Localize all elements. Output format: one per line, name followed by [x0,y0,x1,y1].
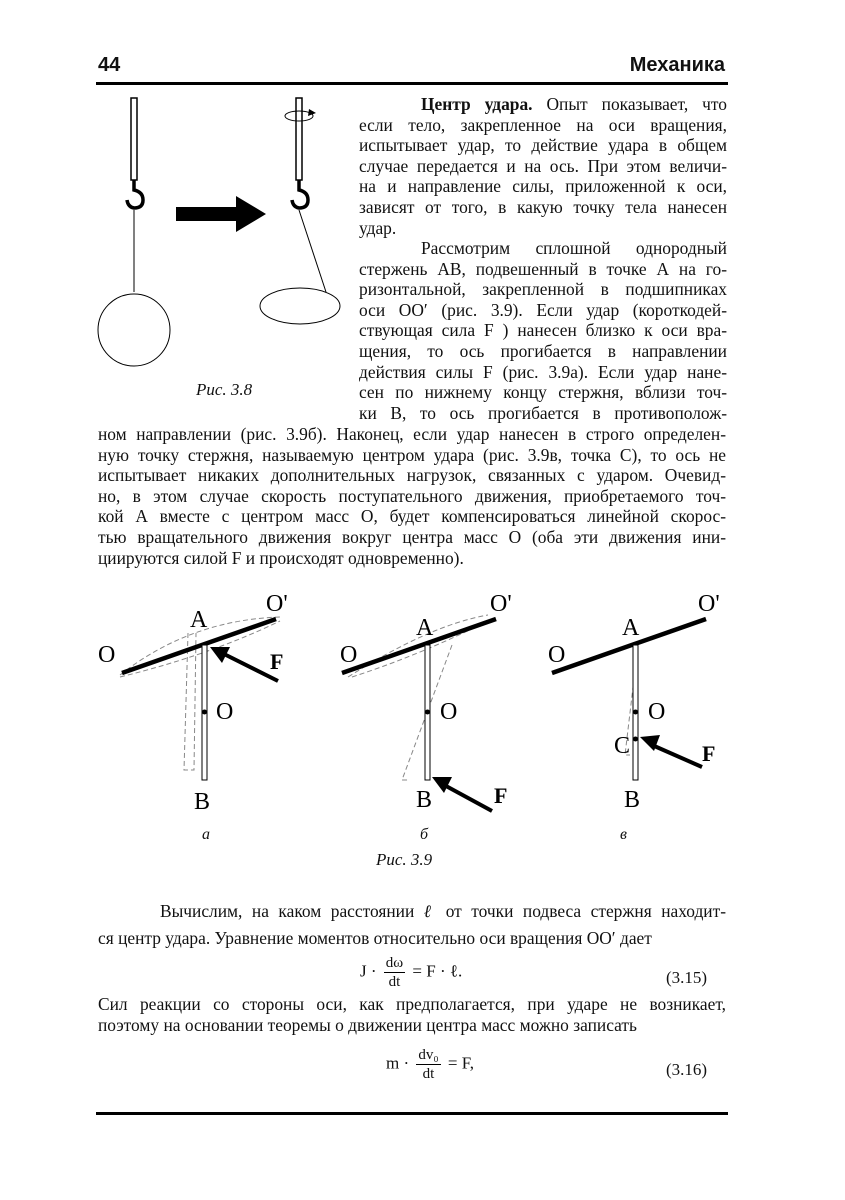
label-O-prime: O' [490,591,512,617]
rotation-arrowhead-icon [308,109,316,116]
label-F: F [702,741,716,766]
figure-3-9 [90,585,740,845]
fraction: $\frac{\text{dv₀}}{dt}$ [418,1047,439,1082]
page-number: 44 [98,54,121,76]
para3-line-1: Вычислим, на каком расстоянии ℓ от точки подвеса стержня находит- [160,901,727,921]
fraction: $\frac{d\omega}{dt}$ [385,955,404,990]
label-A: A [416,615,434,641]
label-B: B [624,787,641,813]
label-O-prime: O' [266,591,288,617]
force-arrowhead-icon [432,777,452,793]
label-F: F [270,649,284,674]
rod-left [131,98,137,180]
equation-3-16: m · $\frac{\text{dv₀}}{dt}$ = F, [386,1047,475,1082]
para2-line: ствующая сила F ) нанесен близко к оси вра- [359,320,727,341]
paragraph-3 [98,898,726,952]
para4-line: поэтому на основании теоремы о движении центра масс можно записать [98,1014,637,1035]
para2-line: оси OO′ (рис. 3.9). Если удар (короткодей- [359,299,727,320]
ball-right [260,288,340,324]
panel-letter-v: в [620,826,627,843]
intro-paragraph [359,94,727,238]
paragraph-4 [98,994,726,1035]
figure-3-9-panel-b [340,591,512,813]
para2-line: ном направлении (рис. 3.9б). Наконец, если удар нанесен в строго определен- [98,424,726,444]
intro-line: зависят от того, в какую точку тела нанесен [359,196,727,217]
label-O-left: O [548,642,566,668]
intro-line-1: Центр удара. Опыт показывает, что [421,94,727,114]
para2-line: испытывает никаких дополнительных нагрузок, связанных с ударом. Очевид- [98,465,726,486]
hook-right [292,180,308,208]
label-A: A [622,615,640,641]
para2-line: кой А вместе с центром масс О, будет компенсироваться линейной скорос- [98,506,726,527]
para4-line: Сил реакции со стороны оси, как предполагается, при ударе не возникает, [98,994,726,1014]
label-O-prime: O' [698,591,720,617]
label-O-center: O [440,699,458,725]
transition-arrow-icon [176,196,266,232]
intro-line: на и направление силы, приложенной к оси, [359,176,727,197]
axis-symbol: OO′ [586,928,616,948]
para2-line: действия силы F (рис. 3.9а). Если удар нане- [359,361,727,382]
para2-line: щения, то ось прогибается в направлении [359,340,727,361]
para2-line: сен по нижнему концу стержня, вблизи точ- [359,382,727,403]
ell-symbol: ℓ [423,901,437,921]
running-title: Механика [629,54,725,76]
label-A: A [190,607,208,633]
rod-right [296,98,302,180]
label-O-left: O [340,642,358,668]
paragraph-2-full [98,424,726,568]
para3-line-2: ся центр удара. Уравнение моментов относительно оси вращения OO′ дает [98,928,652,948]
label-O-center: O [216,699,234,725]
hook-left [127,180,143,208]
figure-3-8-caption: Рис. 3.8 [196,380,253,399]
section-heading: Центр удара. [421,94,533,114]
para2-line: но, в этом случае скорость поступательного движения, приобретаемого точ- [98,485,726,506]
force-arrow [446,786,492,811]
label-O-left: O [98,642,116,668]
paragraph-2-narrow [359,238,727,423]
para2-line: ки В, то ось прогибается в противополож- [359,402,727,423]
panel-letter-b: б [420,826,429,843]
para2-line: ную точку стержня, называемую центром удара (рис. 3.9в, точка С), то ось не [98,444,726,465]
figure-3-9-panel-v [548,591,720,813]
footer-rule [96,1112,728,1115]
para2-line: тью вращательного движения вокруг центра масс О (оба эти движения ини- [98,526,726,547]
label-F: F [494,783,508,808]
figure-3-8 [90,92,352,392]
label-O-center: O [648,699,666,725]
para2-line: стержень АВ, подвешенный в точке А на го- [359,258,727,279]
para2-line: Рассмотрим сплошной однородный [421,238,727,258]
header-rule [96,82,728,85]
equation-number-3-15: (3.15) [666,968,708,987]
equation-3-15: J · $\frac{d\omega}{dt}$ = F · ℓ. [360,955,463,990]
figure-3-9-panel-a [98,591,288,815]
label-B: B [194,789,211,815]
para2-line: ризонтальной, закрепленной в подшипниках [359,279,727,300]
panel-letter-a: а [202,826,210,843]
figure-3-9-caption: Рис. 3.9 [376,850,433,869]
equation-number-3-16: (3.16) [666,1060,708,1079]
label-C: C [614,733,631,759]
ball-left [98,294,170,366]
label-B: B [416,787,433,813]
force-arrow [652,745,702,767]
intro-line: удар. [359,217,397,238]
para2-line: циируются силой F и происходят одновременно). [98,547,464,568]
intro-line: случае передается и на ось. При этом величи- [359,155,727,176]
intro-line: если тело, закрепленное на оси вращения, [359,114,727,135]
intro-line: испытывает удар, то действие удара в общем [359,135,727,156]
string-right [299,210,326,292]
